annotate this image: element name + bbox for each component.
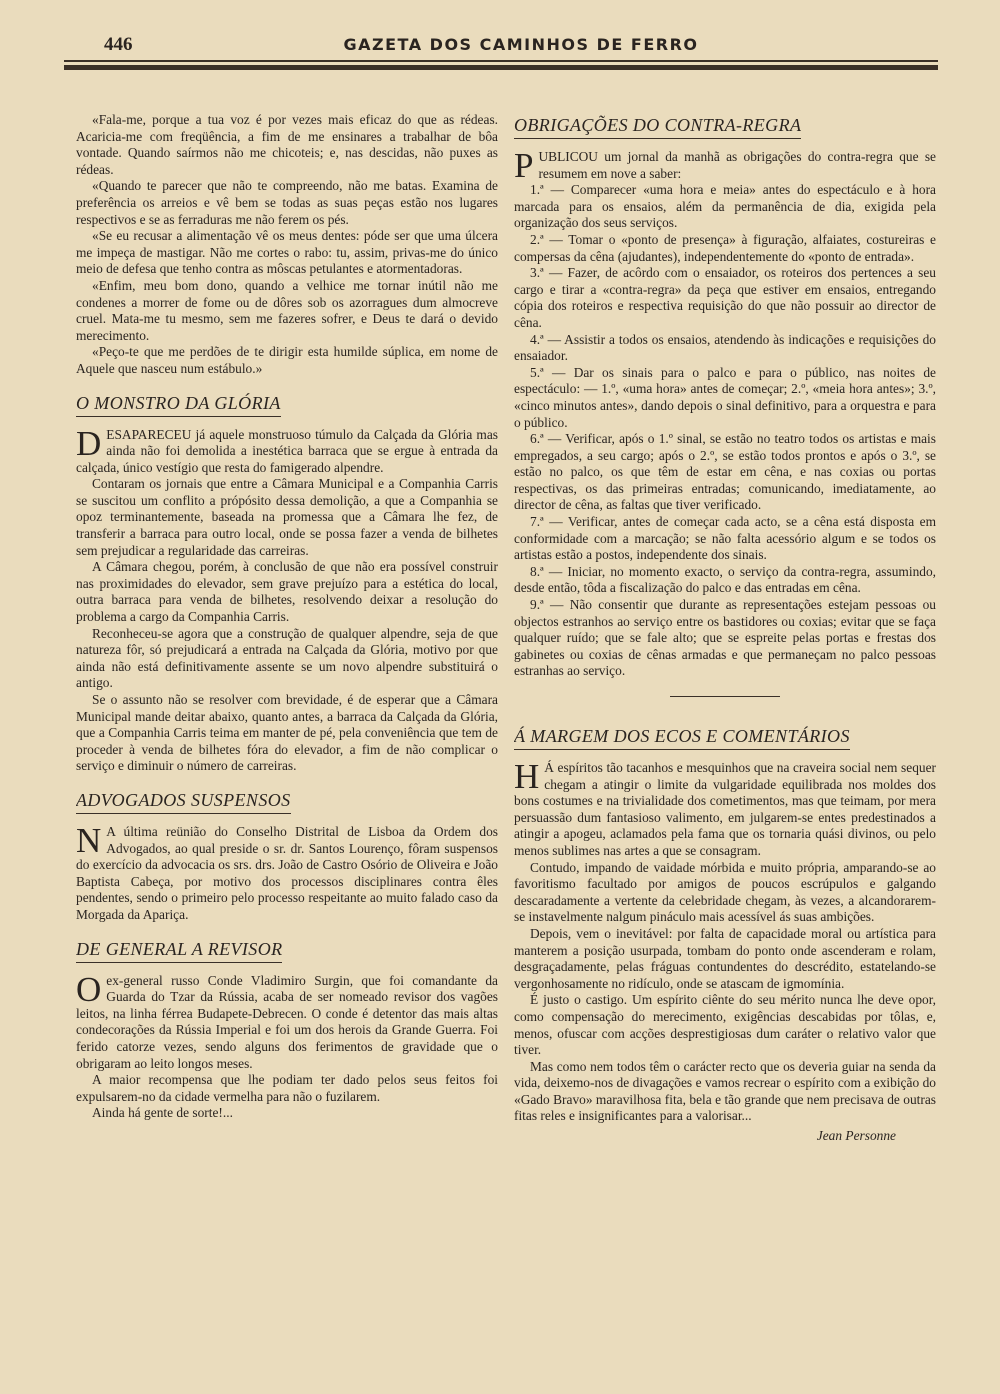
article-heading: O MONSTRO DA GLÓRIA xyxy=(76,392,281,417)
paragraph xyxy=(76,969,498,1073)
list-item: 1.ª — Comparecer «uma hora e meia» antes do espectáculo e à hora marcada para os ensaios, além da permanência de dia, exigida pela organização dos seus serviços. xyxy=(514,182,936,231)
header-rule-thin xyxy=(64,60,938,62)
article-obrigacoes-do-contra-regra xyxy=(514,112,936,680)
list-item: 3.ª — Fazer, de acôrdo com o ensaiador, os roteiros dos pertences a seu cargo e tirar a «contra-regra» da peça que estiver em ensaios, entregando cópia dos roteiros e respectiva requisição do que não possuir ao director de cêna. xyxy=(514,265,936,330)
article-heading: Á MARGEM DOS ECOS E COMENTÁRIOS xyxy=(514,725,850,750)
drop-cap: N xyxy=(76,820,102,860)
list-item: 7.ª — Verificar, antes de começar cada acto, se a cêna está disposta em conformidade com a marcação; se não falta acessório algum e se todos os artistas estão a postos, independente dos sinais. xyxy=(514,514,936,563)
paragraph: Ainda há gente de sorte!... xyxy=(92,1105,233,1121)
article-de-general-a-revisor xyxy=(76,924,498,1122)
publication-title: GAZETA DOS CAMINHOS DE FERRO xyxy=(343,35,699,54)
paragraph xyxy=(76,820,498,924)
section-divider xyxy=(670,696,780,697)
paragraph-text: UBLICOU um jornal da manhã as obrigações do contra-regra que se resumem em nove a saber: xyxy=(538,149,936,181)
list-item: 4.ª — Assistir a todos os ensaios, atendendo às indicações e requisições do ensaiador. xyxy=(514,331,936,364)
page-header xyxy=(104,34,938,58)
list-item: 8.ª — Iniciar, no momento exacto, o serviço da contra-regra, assumindo, desde então, tôda a fiscalização do palco e das entradas em cêna. xyxy=(514,563,936,596)
paragraph: «Quando te parecer que não te compreendo, não me batas. Examina de preferência os arreios e vê bem se todas as suas peças estão nos lugares respectivos e se as ferraduras me não ferem os pés. xyxy=(76,178,498,227)
paragraph: Depois, vem o inevitável: por falta de capacidade moral ou artística para manterem a posição usurpada, tombam do ponto onde ascenderam e rolam, desgraçadamente, pelas fráguas contundentes do descrédito, estatelando-se vergonhosamente no ridículo, onde se atascam de igmomínia. xyxy=(514,925,936,991)
paragraph xyxy=(514,146,936,185)
paragraph: Contudo, impando de vaidade mórbida e muito própria, amparando-se ao favoritismo facultado por amigos de poucos escrúpulos e galgando descaradamente a vertente da celebridade chegam, às vezes, a alcandorarem-se instavelmente nalgum pináculo mais acessível ás suas ambições. xyxy=(514,859,936,925)
paragraph-text: ex-general russo Conde Vladimiro Surgin, que foi comandante da Guarda do Tzar da Rússia, acaba de ser nomeado revisor dos vagões leitos, na linha férrea Budapete-Debrecen. O conde é detentor das mais altas condecorações da Rússia Imperial e foi um dos herois da Grande Guerra. Foi ferido catorze vezes, sendo alguns dos ferimentos de gravidade que o obrigaram ao leito longos meses. xyxy=(76,972,498,1071)
paragraph: Contaram os jornais que entre a Câmara Municipal e a Companhia Carris se suscitou um conflito a própósito dessa demolição, a que a Companhia se opoz terminantemente, baseada na promessa que a Câmara lhe fez, de transferir a barraca para outro local, onde se possa fazer a venda de bilhetes sem prejudicar a regularidade das carreiras. xyxy=(76,476,498,558)
paragraph xyxy=(76,423,498,477)
paragraph: Se o assunto não se resolver com brevidade, é de esperar que a Câmara Municipal mande deitar abaixo, quanto antes, a barraca da Calçada da Glória, que a Companhia Carris teima em manter de pé, pela conveniência que tem de proceder à venda de bilhetes fóra do elevador, a fim de não complicar o serviço e diminuir o número de carreiras. xyxy=(76,692,498,774)
list-item: 5.ª — Dar os sinais para o palco e para o público, nas noites de espectáculo: — 1.º, «uma hora» antes de começar; 2.º, «meia hora antes»; 3.º, «cinco minutos antes», dando depois o sinal definitivo, para a orquestra e para o público. xyxy=(514,364,936,430)
paragraph: Mas como nem todos têm o carácter recto que os deveria guiar na senda da vida, deixemo-nos de divagações e vamos recrear o espírito com a exibição do «Gado Bravo» maravilhosa fita, bela e tão grande que nem precisava de outras fitas reles e insignificantes para a valorisar... xyxy=(514,1058,936,1124)
article-advogados-suspensos xyxy=(76,775,498,924)
list-item: 9.ª — Não consentir que durante as representações estejam pessoas ou objectos estranhos ao serviço entre os bastidores ou coxias; evitar que se faça qualquer ruído; que se fale alto; que se espreite pelas portas e frestas dos gabinetes ou coxias de cênas armadas e que permaneçam no palco pessoas estranhas ao serviço. xyxy=(514,597,936,679)
paragraph: A maior recompensa que lhe podiam ter dado pelos seus feitos foi expulsarem-no da cidade vermelha para não o fuzilarem. xyxy=(76,1072,498,1104)
paragraph-text: ESAPARECEU já aquele monstruoso túmulo da Calçada da Glória mas ainda não foi demolida a inestética barraca que se ergue à entrada da calçada, único vestígio que resta do famigerado alpendre. xyxy=(76,426,498,475)
paragraph-text: Á espíritos tão tacanhos e mesquinhos que na craveira social nem sequer chegam a atingir o limite da vulgaridade equilibrada nos moldes dos bons costumes e na trivialidade dos cometimentos, mas que teimam, por mera persuassão dum fantasioso valimento, em julgarem-se entes predestinados a atingir a apogeu, aclamados pela fama que os tornaria quási divinos, ou pelo menos sublimes nas artes a que se consagram. xyxy=(514,760,936,858)
article-heading: ADVOGADOS SUSPENSOS xyxy=(76,789,291,814)
paragraph: «Enfim, meu bom dono, quando a velhice me tornar inútil não me condenes a morrer de fome ou de dôres sob os azorragues dum almocreve cruel. Mata-me tu mesmo, sem me fazeres sofrer, e Deus te dará o devido merecimento. xyxy=(76,277,498,343)
paragraph: A Câmara chegou, porém, à conclusão de que não era possível construir nas proximidades do elevador, sem grave prejuízo para a estética do local, outra barraca para venda de bilhetes, resolvendo deixar a resolução do problema a cargo da Companhia Carris. xyxy=(76,559,498,625)
page-number: 446 xyxy=(104,34,133,55)
author-signature: Jean Personne xyxy=(816,1128,896,1144)
drop-cap: H xyxy=(514,757,540,796)
article-a-margem xyxy=(514,711,936,1145)
intro-text xyxy=(76,112,498,378)
paragraph: Reconheceu-se agora que a construção de qualquer alpendre, seja de que natureza fôr, só prejudicará a entrada na Calçada da Glória, motivo por que ainda não está definitivamente assente se um novo alpendre substituirá o antigo. xyxy=(76,625,498,691)
paragraph-text: A última reünião do Conselho Distrital de Lisboa da Ordem dos Advogados, ao qual preside o sr. dr. Santos Lourenço, fôram suspensos do exercício da advocacia os srs. drs. João de Castro Osório de Oliveira e João Baptista Cabeça, por motivo dos processos disciplinares contra êles pendentes, sendo o primeiro pelo processo respeitante ao muito falado caso da Morgada da Apariça. xyxy=(76,823,498,922)
article-monstro-da-gloria xyxy=(76,378,498,775)
left-column xyxy=(76,112,498,1342)
paragraph xyxy=(514,757,936,860)
drop-cap: P xyxy=(514,146,534,185)
article-heading: OBRIGAÇÕES DO CONTRA-REGRA xyxy=(514,114,801,139)
drop-cap: O xyxy=(76,969,102,1009)
article-heading: DE GENERAL A REVISOR xyxy=(76,938,282,963)
right-column xyxy=(514,112,936,1342)
list-item: 6.ª — Verificar, após o 1.º sinal, se estão no teatro todos os artistas e mais empregados, a seu cargo; após o 2.º, se estão todos prontos e após o 3.º, se estão no palco, os que têm de estar em cêna, e nas coxias ou portas respectivas, os das primeiras entradas; comunicando, imediatamente, ao director de cêna, as faltas que tiver verificado. xyxy=(514,431,936,513)
paragraph: «Se eu recusar a alimentação vê os meus dentes: póde ser que uma úlcera me impeça de mastigar. Não me cortes o rabo: tu, assim, privas-me do único meio de defesa que tenho contra as môscas petulantes e atormentadoras. xyxy=(76,228,498,277)
paragraph: «Peço-te que me perdões de te dirigir esta humilde súplica, em nome de Aquele que nasceu num estábulo.» xyxy=(76,344,498,376)
paragraph: É justo o castigo. Um espírito ciênte do seu mérito nunca lhe deve opor, como compensação do merecimento, exigências descabidas por tôlas, e, menos, ofuscar com acções desprestigiosas dum caráter o relativo valor que tiver. xyxy=(514,992,936,1058)
drop-cap: D xyxy=(76,423,102,463)
header-rule-thick xyxy=(64,65,938,70)
list-item: 2.ª — Tomar o «ponto de presença» à figuração, alfaiates, costureiras e compersas da cêna (ajudantes), independentemente do «ponto de entrada». xyxy=(514,231,936,264)
paragraph: «Fala-me, porque a tua voz é por vezes mais eficaz do que as rédeas. Acaricia-me com freqüência, a fim de me ensinares a trabalhar de bôa vontade. Quando saírmos não me chicoteis; e, nas descidas, não puxes as rédeas. xyxy=(76,112,498,177)
